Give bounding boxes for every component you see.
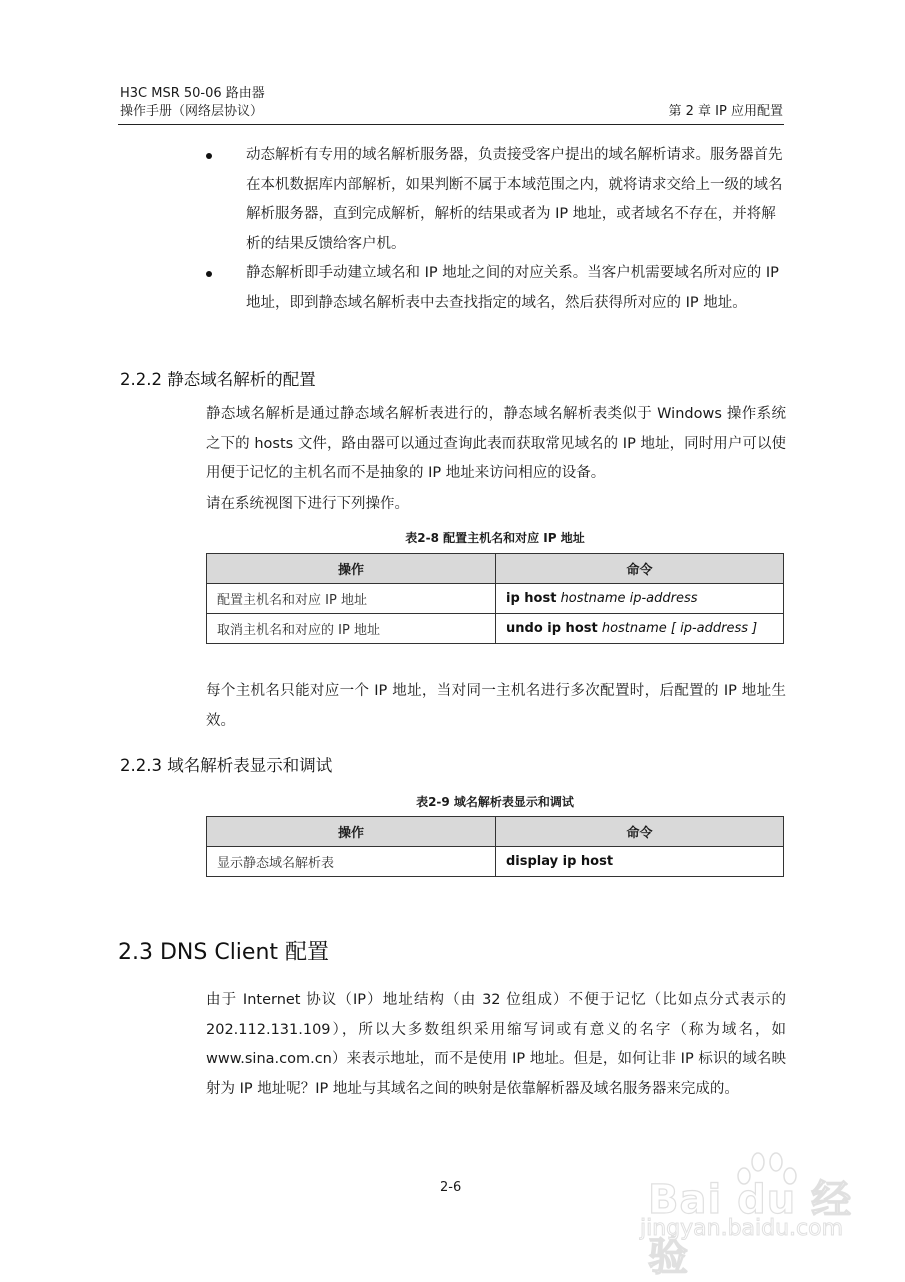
section-heading-2-2-3: 2.2.3 域名解析表显示和调试 — [120, 756, 333, 775]
bullet-item — [206, 141, 786, 259]
bullet-icon — [206, 271, 212, 277]
baidu-watermark — [640, 1150, 870, 1280]
page-number: 2-6 — [440, 1180, 462, 1195]
table-header-row — [207, 554, 784, 584]
column-header-command: 命令 — [496, 817, 784, 847]
bullet-text: 动态解析有专用的域名解析服务器，负责接受客户提出的域名解析请求。服务器首先在本机数据库内部解析，如果判断不属于本域范围之内，就将请求交给上一级的域名解析服务器，直到完成解析，解析的结果或者为 IP 地址，或者域名不存在，并将解析的结果反馈给客户机。 — [246, 147, 783, 252]
section-heading-2-3: 2.3 DNS Client 配置 — [118, 940, 330, 965]
header-chapter: 第 2 章 IP 应用配置 — [668, 104, 783, 119]
bullet-text: 静态解析即手动建立域名和 IP 地址之间的对应关系。当客户机需要域名所对应的 IP 地址，即到静态域名解析表中去查找指定的域名，然后获得所对应的 IP 地址。 — [246, 265, 779, 311]
watermark-logo: Bai du 经验 — [648, 1177, 853, 1280]
header-manual: 操作手册（网络层协议） — [120, 104, 264, 119]
table-2-9 — [206, 816, 784, 877]
watermark-url: jingyan.baidu.com — [640, 1216, 844, 1241]
command-optional-args: [ ip-address ] — [666, 621, 758, 636]
command-args: hostname ip-address — [556, 591, 698, 606]
section-2-3-paragraph: 由于 Internet 协议（IP）地址结构（由 32 位组成）不便于记忆（比如点分式表示的 202.112.131.109），所以大多数组织采用缩写词或有意义的名字（称为域名，如 www.sina.com.cn）来表示地址，而不是使用 IP 地址。但是，如何让非 IP 标识的域名映射为 IP 地址呢？IP 地址与其域名之间的映射是依靠解析器及域名服务器来完成的。 — [206, 992, 786, 1097]
header-product: H3C MSR 50-06 路由器 — [120, 86, 265, 101]
table-2-8-caption: 表2-8 配置主机名和对应 IP 地址 — [405, 531, 585, 545]
operation-cell: 配置主机名和对应 IP 地址 — [207, 584, 496, 614]
column-header-operation: 操作 — [207, 554, 496, 584]
header-divider — [118, 124, 784, 125]
section-2-2-2-note: 每个主机名只能对应一个 IP 地址，当对同一主机名进行多次配置时，后配置的 IP 地址生效。 — [206, 683, 786, 729]
section-heading-2-2-2: 2.2.2 静态域名解析的配置 — [120, 370, 316, 389]
bullet-item — [206, 259, 786, 318]
section-2-2-2-instruction: 请在系统视图下进行下列操作。 — [206, 496, 409, 512]
command-cell — [496, 847, 784, 877]
table-row — [207, 614, 784, 644]
bullet-list — [206, 141, 786, 318]
table-row — [207, 584, 784, 614]
table-2-8 — [206, 553, 784, 644]
command-args: hostname — [597, 621, 667, 636]
command-cell — [496, 584, 784, 614]
command-keyword: display ip host — [506, 854, 614, 869]
command-keyword: undo ip host — [506, 621, 598, 636]
table-row — [207, 847, 784, 877]
command-cell — [496, 614, 784, 644]
column-header-operation: 操作 — [207, 817, 496, 847]
command-keyword: ip host — [506, 591, 557, 606]
operation-cell: 显示静态域名解析表 — [207, 847, 496, 877]
column-header-command: 命令 — [496, 554, 784, 584]
table-header-row — [207, 817, 784, 847]
table-2-9-caption: 表2-9 域名解析表显示和调试 — [416, 795, 574, 809]
bullet-icon — [206, 153, 212, 159]
operation-cell: 取消主机名和对应的 IP 地址 — [207, 614, 496, 644]
section-2-2-2-paragraph: 静态域名解析是通过静态域名解析表进行的，静态域名解析表类似于 Windows 操作系统之下的 hosts 文件，路由器可以通过查询此表而获取常见域名的 IP 地址，同时用户可以使用便于记忆的主机名而不是抽象的 IP 地址来访问相应的设备。 — [206, 406, 786, 481]
